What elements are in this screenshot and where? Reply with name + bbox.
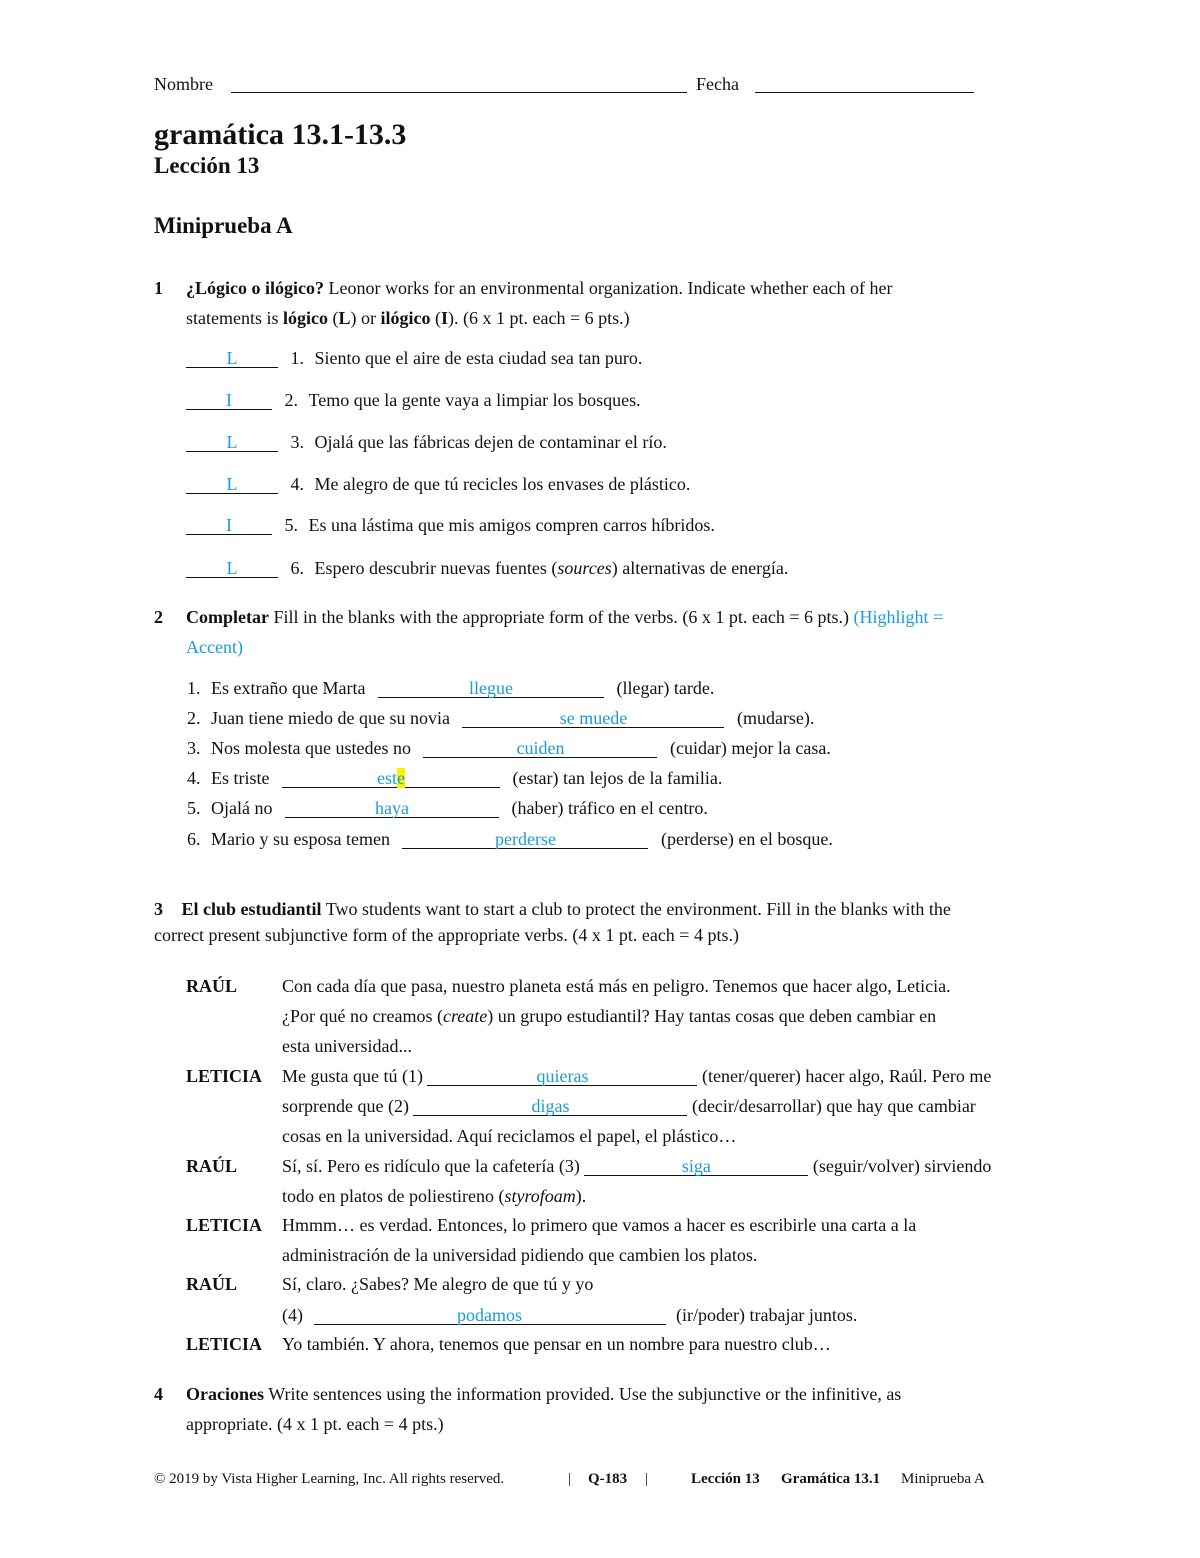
section2-note-line2: Accent): [186, 637, 243, 657]
answer-blank[interactable]: L: [186, 433, 278, 452]
dialogue-line: Yo también. Y ahora, tenemos que pensar en un nombre para nuestro club…: [282, 1334, 831, 1354]
lesson-title: Lección 13: [154, 153, 260, 178]
list-item: 1. Es extraño que Marta llegue (llegar) tarde.: [187, 678, 715, 698]
dialogue-line: ¿Por qué no creamos (create) un grupo estudiantil? Hay tantas cosas que deben cambiar en: [282, 1006, 937, 1026]
speaker-leticia: LETICIA: [186, 1334, 263, 1354]
section1-title: ¿Lógico o ilógico?: [186, 278, 324, 298]
answer-blank[interactable]: perderse: [402, 830, 648, 849]
list-item: 6. Mario y su esposa temen perderse (perderse) en el bosque.: [187, 829, 833, 849]
section4-title: Oraciones: [186, 1384, 264, 1404]
answer-blank[interactable]: quieras: [427, 1067, 697, 1086]
answer-blank[interactable]: digas: [413, 1097, 687, 1116]
name-label: Nombre: [154, 74, 213, 94]
dialogue-line: Me gusta que tú (1) quieras (tener/querer) hacer algo, Raúl. Pero me: [282, 1066, 992, 1086]
list-item: L 4. Me alegro de que tú recicles los envases de plástico.: [186, 474, 690, 494]
footer-separator: |: [645, 1471, 649, 1487]
quiz-title: Miniprueba A: [154, 213, 293, 238]
date-label: Fecha: [696, 74, 739, 94]
section2-intro: Completar Fill in the blanks with the appropriate form of the verbs. (6 x 1 pt. each = 6 pts.) (Highlight =: [186, 607, 944, 627]
answer-blank[interactable]: L: [186, 559, 278, 578]
section4-number: 4: [154, 1384, 163, 1404]
speaker-raul: RAÚL: [186, 1156, 238, 1176]
footer-copyright: © 2019 by Vista Higher Learning, Inc. All rights reserved.: [154, 1471, 505, 1487]
section3-number: 3: [154, 899, 163, 919]
list-item: L 1. Siento que el aire de esta ciudad sea tan puro.: [186, 348, 642, 368]
dialogue-line: Con cada día que pasa, nuestro planeta está más en peligro. Tenemos que hacer algo, Leticia.: [282, 976, 951, 996]
section3-intro-line2: correct present subjunctive form of the appropriate verbs. (4 x 1 pt. each = 4 pts.): [154, 925, 739, 945]
section4-intro: Oraciones Write sentences using the information provided. Use the subjunctive or the infinitive, as: [186, 1384, 902, 1404]
answer-blank[interactable]: cuiden: [423, 739, 657, 758]
speaker-raul: RAÚL: [186, 1274, 238, 1294]
section2-note: (Highlight =: [853, 607, 944, 627]
footer-quiz: Miniprueba A: [901, 1471, 985, 1487]
answer-blank[interactable]: L: [186, 349, 278, 368]
answer-blank[interactable]: siga: [584, 1157, 808, 1176]
section3-intro: 3 El club estudiantil Two students want to start a club to protect the environment. Fill in the blanks with the: [154, 899, 951, 919]
dialogue-line: todo en platos de poliestireno (styrofoam).: [282, 1186, 587, 1206]
section3-title: El club estudiantil: [181, 899, 322, 919]
answer-blank[interactable]: este: [282, 769, 500, 788]
dialogue-line: sorprende que (2) digas (decir/desarrollar) que hay que cambiar: [282, 1096, 976, 1116]
section1-intro-line2: statements is lógico (L) or ilógico (I). (6 x 1 pt. each = 6 pts.): [186, 308, 630, 328]
dialogue-line: (4) podamos (ir/poder) trabajar juntos.: [282, 1305, 858, 1325]
list-item: 3. Nos molesta que ustedes no cuiden (cuidar) mejor la casa.: [187, 738, 831, 758]
section1-number: 1: [154, 278, 163, 298]
footer-page-number: Q-183: [588, 1471, 628, 1487]
footer-grammar: Gramática 13.1: [781, 1471, 881, 1487]
dialogue-line: Sí, claro. ¿Sabes? Me alegro de que tú y yo: [282, 1274, 594, 1294]
answer-blank[interactable]: se muede: [462, 709, 724, 728]
dialogue-line: Sí, sí. Pero es ridículo que la cafetería (3) siga (seguir/volver) sirviendo: [282, 1156, 992, 1176]
list-item: 5. Ojalá no haya (haber) tráfico en el centro.: [187, 798, 708, 818]
footer-lesson: Lección 13: [691, 1471, 760, 1487]
speaker-leticia: LETICIA: [186, 1066, 263, 1086]
list-item: L 3. Ojalá que las fábricas dejen de contaminar el río.: [186, 432, 667, 452]
dialogue-line: administración de la universidad pidiendo que cambien los platos.: [282, 1245, 758, 1265]
section4-intro-line2: appropriate. (4 x 1 pt. each = 4 pts.): [186, 1414, 444, 1434]
list-item: I 2. Temo que la gente vaya a limpiar los bosques.: [186, 390, 641, 410]
dialogue-line: cosas en la universidad. Aquí reciclamos el papel, el plástico…: [282, 1126, 737, 1146]
answer-blank[interactable]: podamos: [314, 1306, 666, 1325]
section2-number: 2: [154, 607, 163, 627]
list-item: I 5. Es una lástima que mis amigos compren carros híbridos.: [186, 515, 715, 535]
name-field[interactable]: [231, 92, 687, 93]
section1-intro: ¿Lógico o ilógico? Leonor works for an environmental organization. Indicate whether each of her: [186, 278, 893, 298]
answer-blank[interactable]: haya: [285, 799, 499, 818]
answer-blank[interactable]: llegue: [378, 679, 604, 698]
dialogue-line: Hmmm… es verdad. Entonces, lo primero que vamos a hacer es escribirle una carta a la: [282, 1215, 917, 1235]
list-item: 4. Es triste este (estar) tan lejos de la familia.: [187, 768, 723, 788]
list-item: 2. Juan tiene miedo de que su novia se muede (mudarse).: [187, 708, 815, 728]
list-item: L 6. Espero descubrir nuevas fuentes (sources) alternativas de energía.: [186, 558, 788, 578]
speaker-leticia: LETICIA: [186, 1215, 263, 1235]
speaker-raul: RAÚL: [186, 976, 238, 996]
answer-blank[interactable]: L: [186, 475, 278, 494]
accent-highlight: e: [397, 768, 405, 788]
section2-title: Completar: [186, 607, 269, 627]
date-field[interactable]: [755, 92, 974, 93]
page-title: gramática 13.1-13.3: [154, 118, 407, 151]
footer-separator: |: [568, 1471, 572, 1487]
dialogue-line: esta universidad...: [282, 1036, 412, 1056]
answer-blank[interactable]: I: [186, 391, 272, 410]
answer-blank[interactable]: I: [186, 516, 272, 535]
